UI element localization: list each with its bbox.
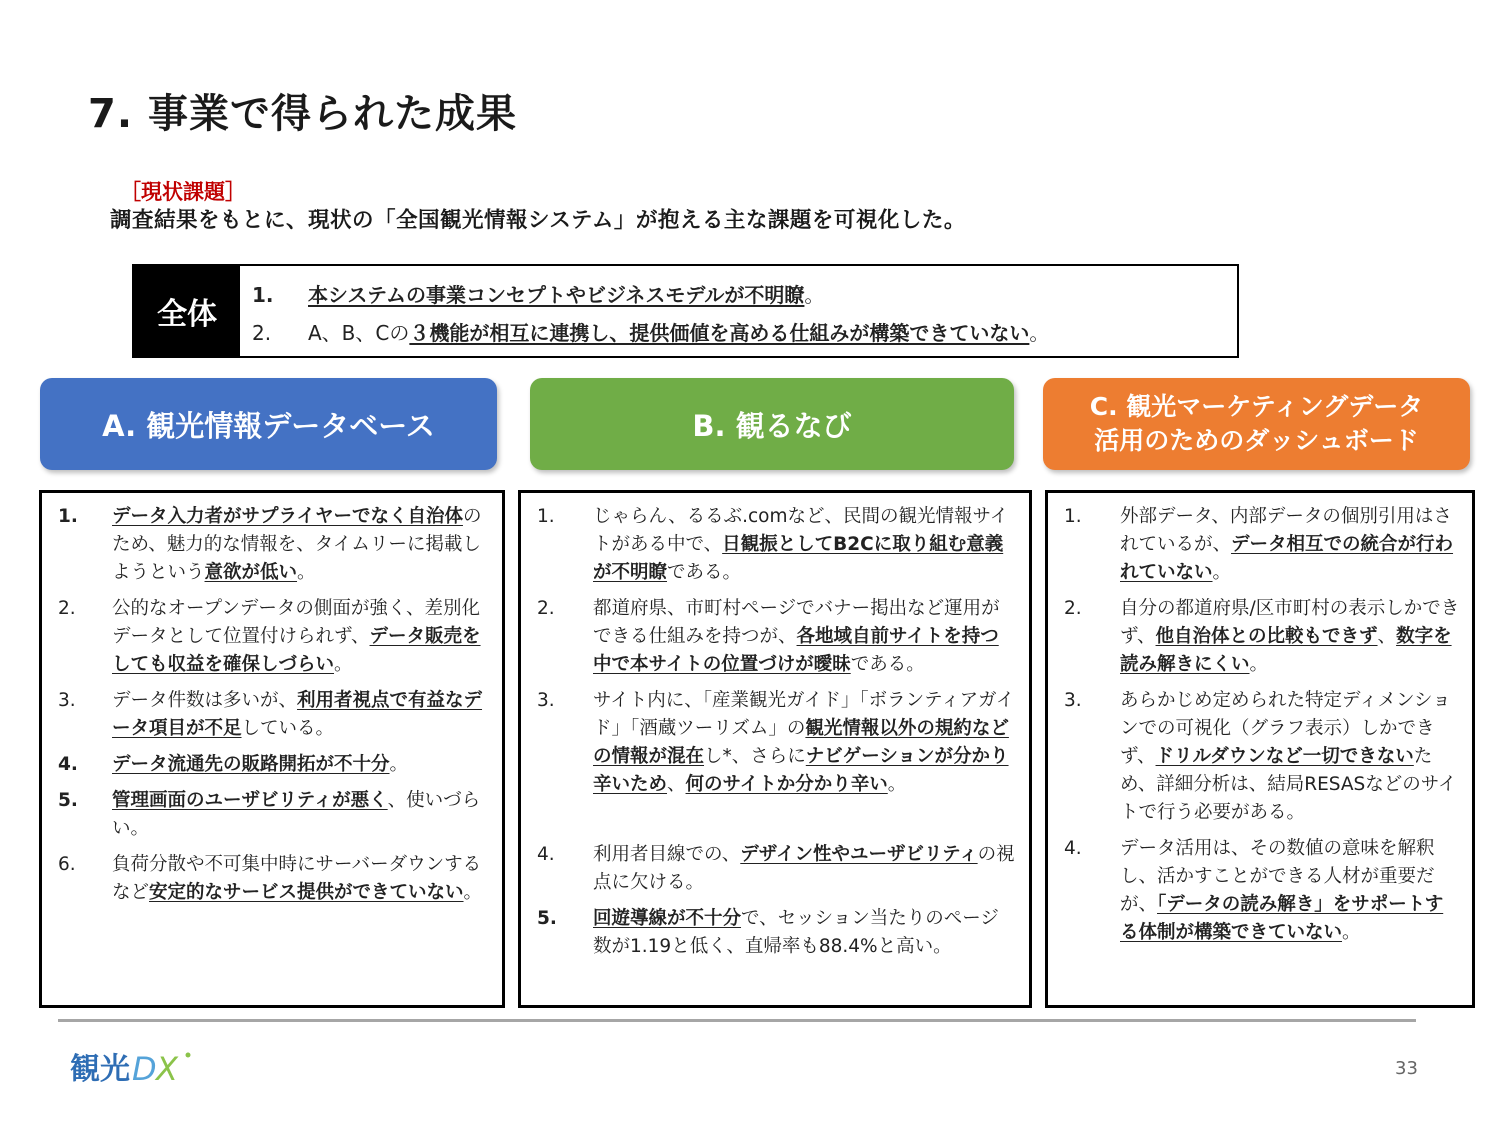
column-header-line: 活用のためのダッシュボード: [1094, 426, 1419, 455]
body-text: ため、詳細分析は、結局RESASなどのサイトで行う必要がある。: [1120, 746, 1457, 823]
item-text: [308, 314, 1049, 352]
item-number: 1.: [58, 506, 78, 527]
body-text: 。: [463, 882, 483, 903]
column-a-box: [39, 490, 505, 1008]
list-item: [54, 687, 490, 743]
item-text: [112, 851, 490, 907]
emphasis-text: データ相互での統合が行われていない: [1120, 534, 1454, 583]
body-text: である。: [667, 562, 742, 583]
intro-text: 調査結果をもとに、現状の「全国観光情報システム」が抱える主な課題を可視化した。: [110, 208, 966, 233]
item-text: [1120, 835, 1460, 947]
emphasis-text: 意欲が低い: [204, 562, 298, 583]
body-text: である。: [850, 654, 925, 675]
list-item: [533, 595, 1017, 679]
body-text: 。: [297, 562, 316, 583]
body-text: 。: [1342, 922, 1361, 943]
emphasis-text: データ流通先の販路開拓が不十分: [112, 754, 390, 775]
emphasis-text: 数字を読み解きにくい: [1120, 626, 1452, 675]
emphasis-text: 安定的なサービス提供ができていない: [149, 882, 464, 903]
column-header-line: C. 観光マーケティングデータ: [1089, 392, 1424, 421]
list-item: [54, 503, 490, 587]
body-text: 。: [1212, 562, 1232, 583]
body-text: 外部データ、内部データの個別引用はされているが、: [1120, 506, 1452, 555]
column-header-line: B. 観るなび: [692, 408, 852, 443]
item-text: [112, 687, 490, 743]
body-text: あらかじめ定められた特定ディメンションでの可視化（グラフ表示）しかできず、: [1120, 690, 1451, 767]
column-c-header: [1043, 378, 1470, 470]
page-title: 7. 事業で得られた成果: [88, 91, 517, 137]
svg-text:観光: 観光: [70, 1052, 130, 1087]
overall-list: [240, 266, 1237, 356]
emphasis-text: 利用者視点で有益なデータ項目が不足: [112, 690, 483, 739]
list-item: [533, 841, 1017, 897]
body-text: 、: [667, 774, 686, 795]
emphasis-text: 各地域自前サイトを持つ中で本サイトの位置づけが曖昧: [593, 626, 999, 675]
list-item: [54, 787, 490, 843]
item-number: 4.: [537, 844, 555, 865]
column-c-box: [1045, 490, 1475, 1008]
emphasis-text: データ入力者がサプライヤーでなく自治体: [112, 506, 463, 527]
emphasis-text: 他自治体との比較もできず: [1155, 626, 1378, 647]
item-number: 2.: [252, 321, 272, 345]
item-text: [593, 841, 1017, 897]
emphasis-text: ドリルダウンなど一切できない: [1155, 746, 1414, 767]
body-text: 、: [1377, 626, 1397, 647]
item-text: [1120, 687, 1460, 827]
body-text: 。: [804, 283, 825, 307]
body-text: 自分の都道府県/区市町村の表示しかできず、: [1120, 598, 1460, 647]
body-text: サイト内に、「産業観光ガイド」「ボランティアガイド」「酒蔵ツーリズム」の: [593, 690, 1015, 739]
body-text: し*、さらに: [704, 746, 806, 767]
item-number: 1.: [1064, 506, 1082, 527]
body-text: 。: [334, 654, 353, 675]
item-text: [593, 687, 1017, 799]
body-text: 利用者目線での、: [593, 844, 741, 865]
list-item: [1060, 595, 1460, 679]
item-text: [112, 503, 490, 587]
body-text: 。: [389, 754, 409, 775]
emphasis-text: 日観振としてB2Cに取り組む意義が不明瞭: [593, 534, 1004, 583]
item-number: 4.: [1064, 838, 1082, 859]
item-text: [112, 787, 490, 843]
list-item: [54, 751, 490, 779]
emphasis-text: 管理画面のユーザビリティが悪く: [112, 790, 388, 811]
list-item: [533, 905, 1017, 961]
emphasis-text: デザイン性やユーザビリティ: [740, 844, 978, 865]
item-text: [593, 503, 1017, 587]
item-text: [1120, 503, 1460, 587]
body-text: のため、魅力的な情報を、タイムリーに掲載しようという: [112, 506, 482, 583]
body-text: A、B、Cの: [308, 321, 410, 345]
body-text: じゃらん、るるぶ.comなど、民間の観光情報サイトがある中で、: [593, 506, 1009, 555]
item-number: 4.: [58, 754, 78, 775]
list-item: [54, 851, 490, 907]
body-text: 都道府県、市町村ページでバナー掲出など運用ができる仕組みを持つが、: [593, 598, 1000, 647]
svg-text:X: X: [156, 1050, 178, 1087]
column-b-header: [530, 378, 1014, 470]
overall-box: [132, 264, 1239, 358]
item-number: 1.: [537, 506, 555, 527]
emphasis-text: 何のサイトか分かり辛い: [685, 774, 888, 795]
item-number: 3.: [537, 690, 555, 711]
item-number: 1.: [252, 283, 274, 307]
list-item: [533, 503, 1017, 587]
list-item: [1060, 687, 1460, 827]
item-text: [1120, 595, 1460, 679]
body-text: データ活用は、その数値の意味を解釈し、活かすことができる人材が重要だが、: [1120, 838, 1435, 915]
body-text: 負荷分散や不可集中時にサーバーダウンするなど: [112, 854, 482, 903]
footer-divider: [58, 1019, 1416, 1022]
page-number: 33: [1395, 1058, 1418, 1079]
overall-item: [252, 276, 1237, 314]
kanko-dx-logo: [70, 1047, 200, 1087]
item-number: 2.: [537, 598, 555, 619]
emphasis-text: 観光情報以外の規約などの情報が混在: [593, 718, 1009, 767]
body-text: している。: [241, 718, 335, 739]
item-text: [308, 276, 824, 314]
column-a-header: [40, 378, 497, 470]
column-b-box: [518, 490, 1032, 1008]
item-number: 3.: [58, 690, 76, 711]
item-number: 3.: [1064, 690, 1082, 711]
emphasis-text: ３機能が相互に連携し、提供価値を高める仕組みが構築できていない: [409, 321, 1030, 345]
body-text: 。: [1029, 321, 1050, 345]
item-number: 5.: [537, 908, 557, 929]
item-number: 5.: [58, 790, 78, 811]
item-number: 2.: [1064, 598, 1082, 619]
emphasis-text: ナビゲーションが分かり辛いため: [593, 746, 1009, 795]
list-item: [54, 595, 490, 679]
body-text: 、使いづらい。: [112, 790, 481, 839]
item-text: [112, 595, 490, 679]
svg-text:D: D: [132, 1050, 157, 1087]
body-text: の視点に欠ける。: [593, 844, 1015, 893]
body-text: 。: [1249, 654, 1269, 675]
list-item: [1060, 503, 1460, 587]
body-text: データ件数は多いが、: [112, 690, 298, 711]
body-text: 公的なオープンデータの側面が強く、差別化データとして位置付けられず、: [112, 598, 480, 647]
emphasis-text: データ販売をしても収益を確保しづらい: [112, 626, 481, 675]
emphasis-text: 本システムの事業コンセプトやビジネスモデルが不明瞭: [308, 283, 805, 307]
spacer: [533, 807, 1017, 841]
emphasis-text: 「データの読み解き」をサポートする体制が構築できていない: [1120, 894, 1444, 943]
list-item: [533, 687, 1017, 799]
body-text: 。: [887, 774, 907, 795]
overall-label: 全体: [134, 266, 240, 356]
body-text: で、セッション当たりのページ数が1.19と低く、直帰率も88.4%と高い。: [593, 908, 999, 957]
overall-item: [252, 314, 1237, 352]
item-text: [593, 905, 1017, 961]
issue-tag: ［現状課題］: [120, 180, 246, 204]
item-text: [593, 595, 1017, 679]
item-number: 6.: [58, 854, 76, 875]
column-header-line: A. 観光情報データベース: [102, 408, 435, 443]
emphasis-text: 回遊導線が不十分: [593, 908, 742, 929]
list-item: [1060, 835, 1460, 947]
item-number: 2.: [58, 598, 76, 619]
item-text: [112, 751, 490, 779]
